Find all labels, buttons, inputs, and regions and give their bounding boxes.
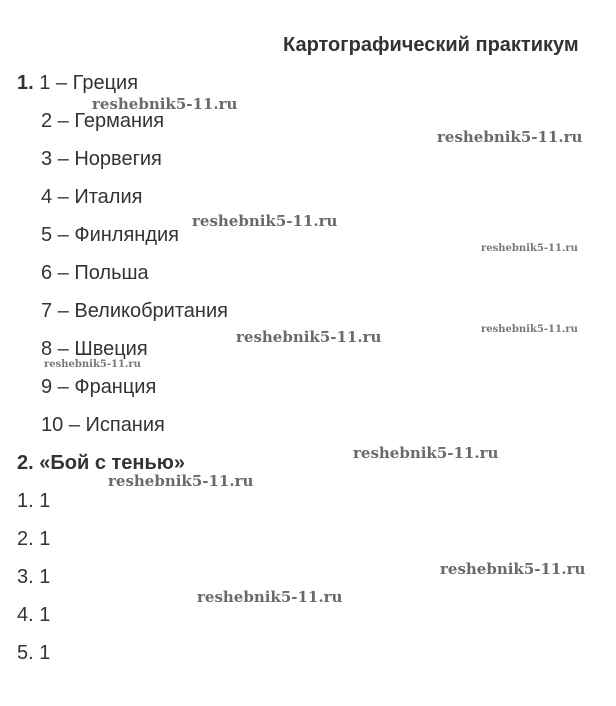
watermark: reshebnik5-11.ru	[440, 560, 586, 578]
watermark: reshebnik5-11.ru	[236, 328, 382, 346]
country-item-5: 5 – Финляндия	[41, 224, 179, 246]
country-item-7: 7 – Великобритания	[41, 300, 228, 322]
country-item-4: 4 – Италия	[41, 186, 143, 208]
answer-item-4: 4. 1	[17, 604, 51, 626]
answer-item-1: 1. 1	[17, 490, 51, 512]
watermark: reshebnik5-11.ru	[481, 243, 578, 254]
watermark: reshebnik5-11.ru	[197, 588, 343, 606]
country-item-3: 3 – Норвегия	[41, 148, 162, 170]
answer-item-3: 3. 1	[17, 566, 51, 588]
watermark: reshebnik5-11.ru	[437, 128, 583, 146]
watermark: reshebnik5-11.ru	[92, 95, 238, 113]
answer-item-5: 5. 1	[17, 642, 51, 664]
country-item-2: 2 – Германия	[41, 110, 165, 132]
country-item-6: 6 – Польша	[41, 262, 149, 284]
watermark: reshebnik5-11.ru	[44, 359, 141, 370]
country-item-10: 10 – Испания	[41, 414, 165, 436]
country-item-1: 1 – Греция	[39, 72, 139, 94]
watermark: reshebnik5-11.ru	[353, 444, 499, 462]
answer-item-2: 2. 1	[17, 528, 51, 550]
page-title: Картографический практикум	[283, 34, 579, 56]
watermark: reshebnik5-11.ru	[108, 472, 254, 490]
section-2-number: 2.	[17, 452, 34, 474]
section-2-title: «Бой с тенью»	[39, 452, 185, 474]
country-item-9: 9 – Франция	[41, 376, 157, 398]
section-1-number: 1.	[17, 72, 34, 94]
watermark: reshebnik5-11.ru	[192, 212, 338, 230]
country-item-8: 8 – Швеция	[41, 338, 148, 360]
watermark: reshebnik5-11.ru	[481, 324, 578, 335]
list-item	[17, 71, 138, 95]
